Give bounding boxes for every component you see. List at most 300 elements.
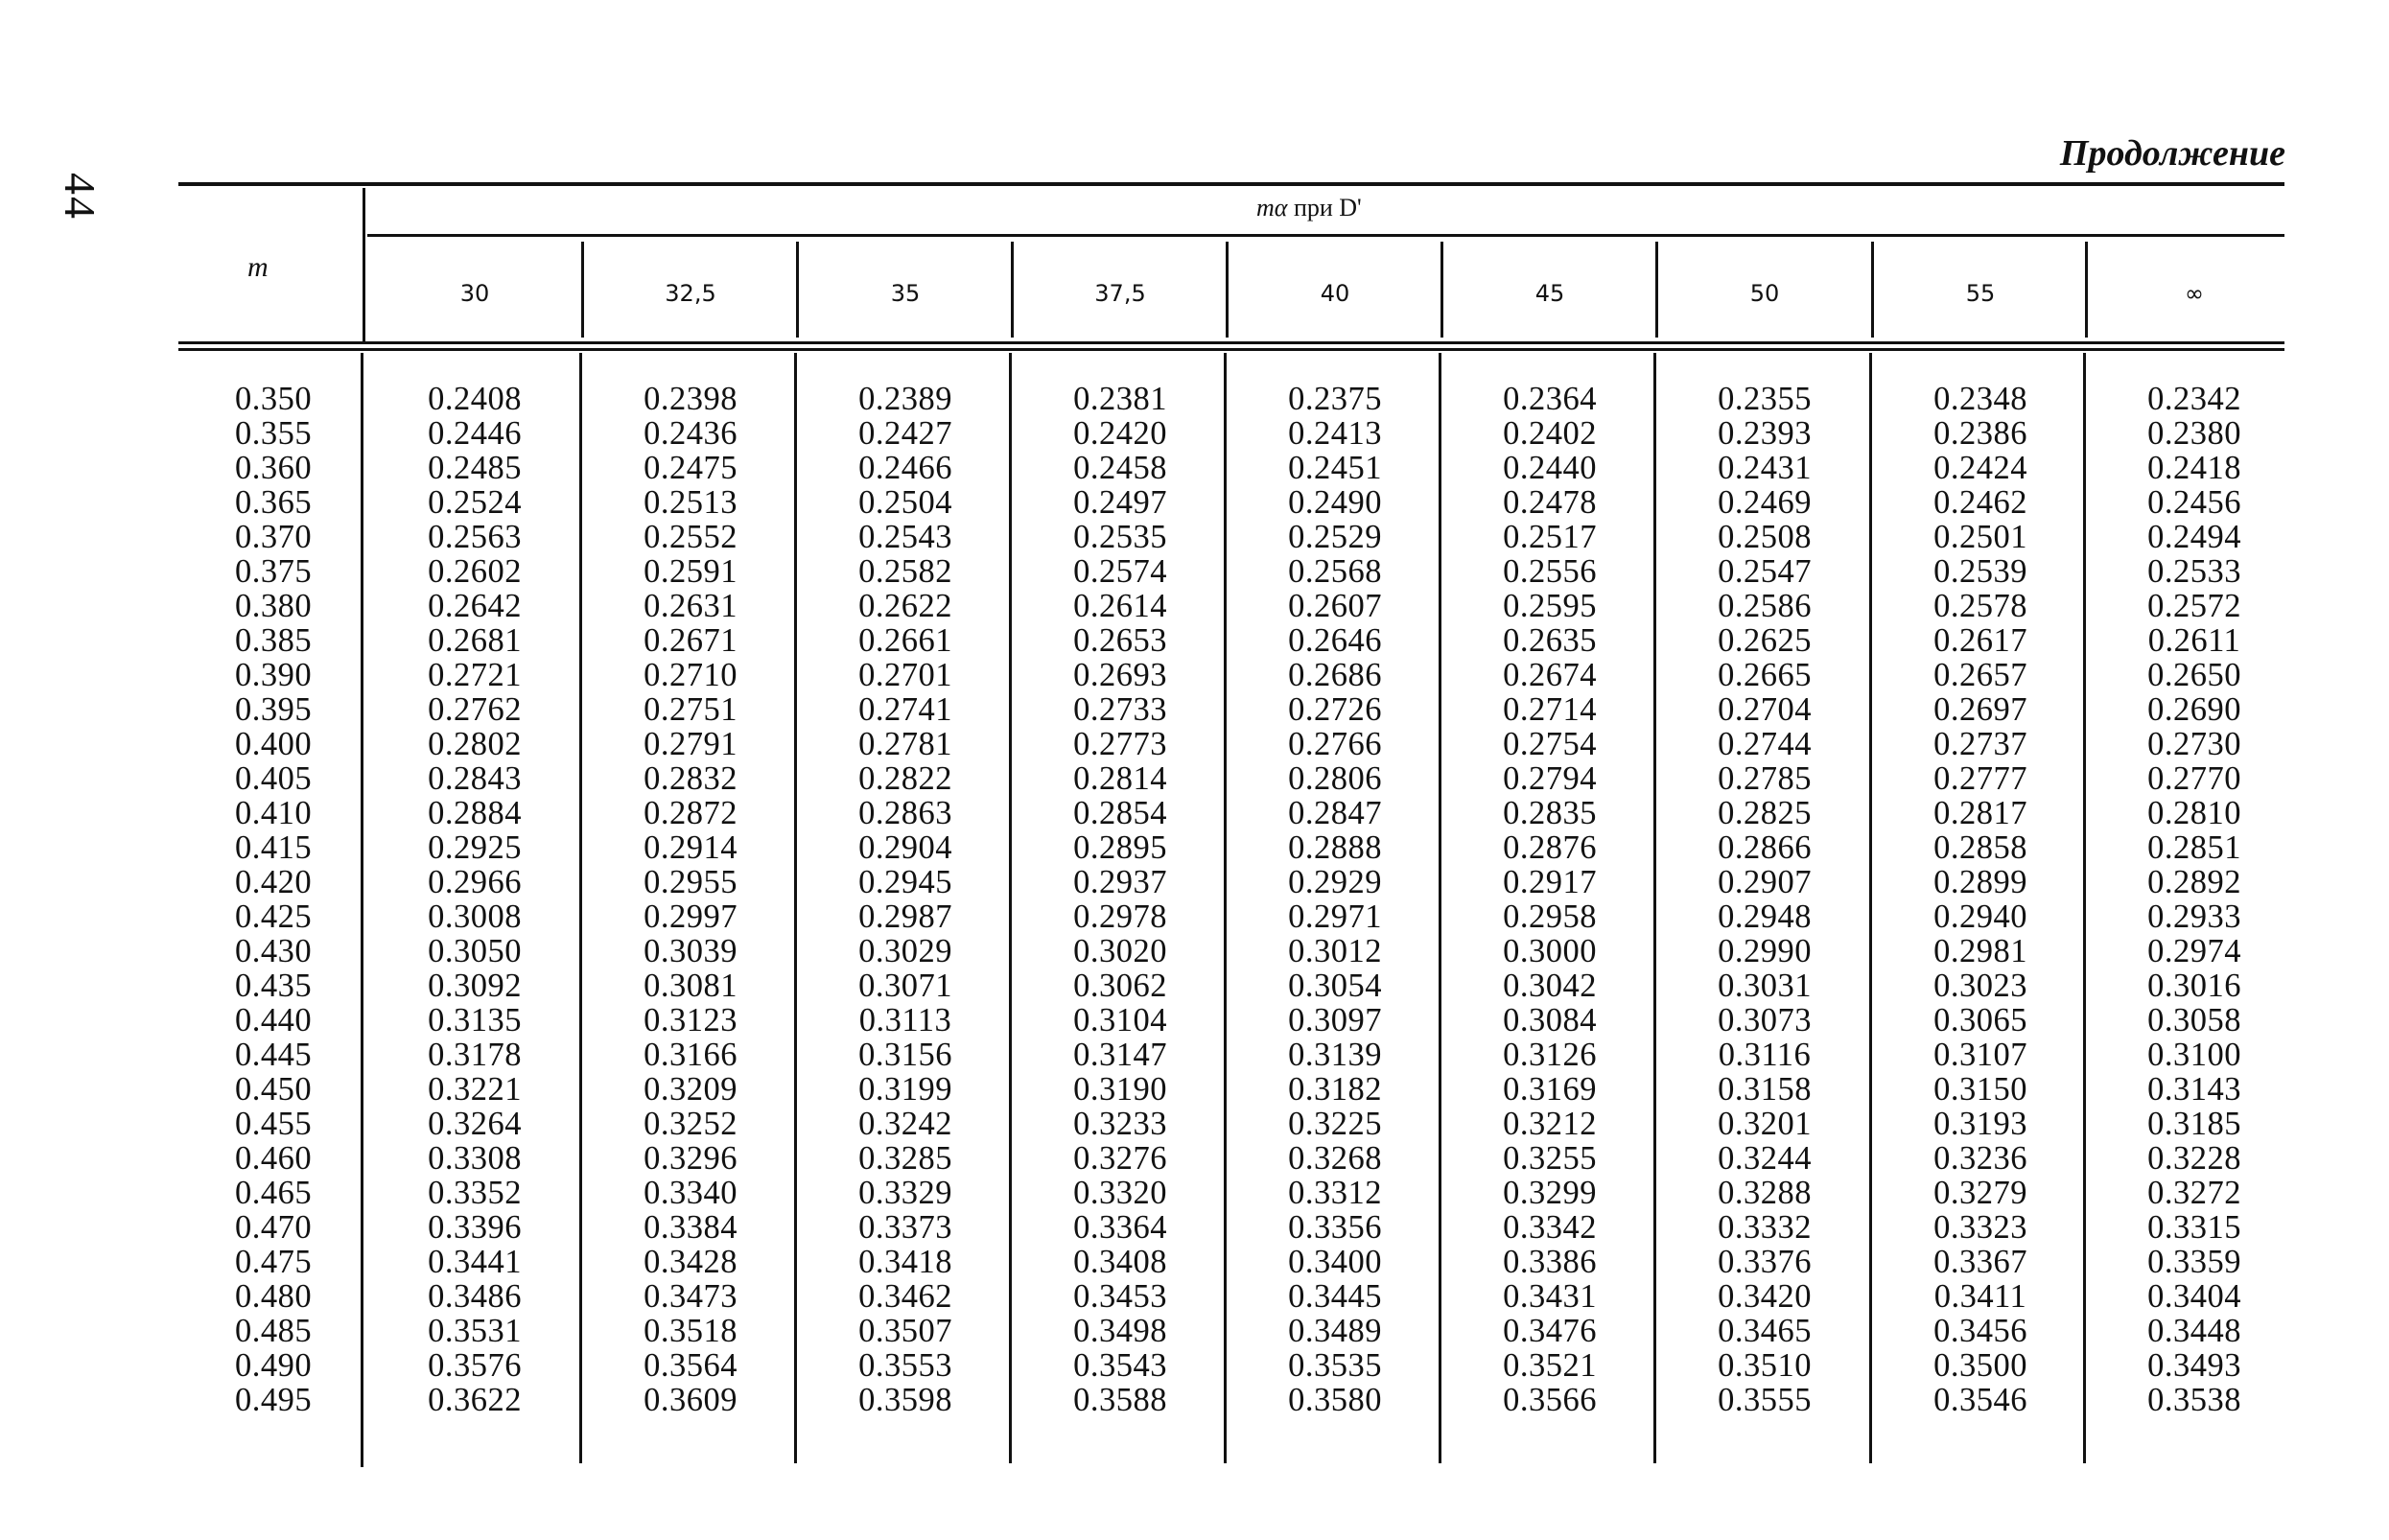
table-cell: 0.2791 <box>644 726 738 762</box>
table-cell: 0.2451 <box>1288 450 1382 486</box>
table-cell: 0.3476 <box>1503 1313 1597 1349</box>
table-cell: 0.3107 <box>1933 1037 2027 1073</box>
table-cell: 0.3456 <box>1933 1313 2027 1349</box>
table-cell: 0.3543 <box>1073 1347 1167 1384</box>
table-column <box>1657 382 1872 1417</box>
header-bottom-rule-2 <box>178 348 2284 351</box>
table-cell: 0.3507 <box>858 1313 952 1349</box>
table-cell: 0.2381 <box>1073 381 1167 417</box>
table-cell: 0.2539 <box>1933 553 2027 590</box>
table-cell: 0.3097 <box>1288 1002 1382 1038</box>
table-cell: 0.2393 <box>1718 415 1812 452</box>
table-cell: 0.2814 <box>1073 760 1167 797</box>
table-cell: 0.3332 <box>1718 1209 1812 1246</box>
table-cell: 0.2622 <box>858 588 952 624</box>
table-cell: 0.2701 <box>858 657 952 693</box>
table-cell: 0.2925 <box>428 829 522 866</box>
table-cell: 0.3396 <box>428 1209 522 1246</box>
table-cell: 0.3042 <box>1503 968 1597 1004</box>
table-cell: 0.2937 <box>1073 864 1167 900</box>
table-cell: 0.3092 <box>428 968 522 1004</box>
table-cell: 0.3225 <box>1288 1106 1382 1142</box>
table-cell: 0.2781 <box>858 726 952 762</box>
table-cell: 0.3156 <box>858 1037 952 1073</box>
table-cell: 0.3609 <box>644 1382 738 1418</box>
table-cell: 0.2671 <box>644 622 738 659</box>
table-cell: 0.2770 <box>2147 760 2241 797</box>
column-header: 55 <box>1965 280 1996 307</box>
table-cell-m: 0.390 <box>234 657 313 693</box>
table-cell-m: 0.360 <box>234 450 313 486</box>
table-cell: 0.3373 <box>858 1209 952 1246</box>
table-cell: 0.2822 <box>858 760 952 797</box>
table-cell: 0.3340 <box>644 1175 738 1211</box>
table-cell: 0.2431 <box>1718 450 1812 486</box>
table-cell: 0.3199 <box>858 1071 952 1108</box>
group-header-rule <box>367 234 2284 237</box>
table-cell: 0.3535 <box>1288 1347 1382 1384</box>
table-cell: 0.3190 <box>1073 1071 1167 1108</box>
table-cell: 0.3445 <box>1288 1278 1382 1315</box>
table-cell: 0.2693 <box>1073 657 1167 693</box>
table-cell: 0.3126 <box>1503 1037 1597 1073</box>
table-cell: 0.3489 <box>1288 1313 1382 1349</box>
table-cell: 0.3315 <box>2147 1209 2241 1246</box>
table-cell: 0.3169 <box>1503 1071 1597 1108</box>
table-cell: 0.2386 <box>1933 415 2027 452</box>
table-cell: 0.2858 <box>1933 829 2027 866</box>
table-cell: 0.3012 <box>1288 933 1382 969</box>
table-cell: 0.2714 <box>1503 691 1597 728</box>
table-cell: 0.2710 <box>644 657 738 693</box>
table-cell: 0.2876 <box>1503 829 1597 866</box>
table-cell: 0.2398 <box>644 381 738 417</box>
table-cell: 0.2617 <box>1933 622 2027 659</box>
table-cell: 0.3023 <box>1933 968 2027 1004</box>
table-cell: 0.2497 <box>1073 484 1167 521</box>
table-cell: 0.3288 <box>1718 1175 1812 1211</box>
table-column <box>1442 382 1657 1417</box>
table-cell: 0.2892 <box>2147 864 2241 900</box>
table-cell-m: 0.485 <box>234 1313 313 1349</box>
table-column <box>1873 382 2088 1417</box>
table-cell: 0.2591 <box>644 553 738 590</box>
table-cell: 0.2940 <box>1933 898 2027 935</box>
table-cell-m: 0.420 <box>234 864 313 900</box>
table-cell: 0.3299 <box>1503 1175 1597 1211</box>
table-cell-m: 0.470 <box>234 1209 313 1246</box>
column-header: 30 <box>459 280 490 307</box>
row-header-m: m <box>247 251 269 283</box>
table-cell: 0.3486 <box>428 1278 522 1315</box>
table-cell: 0.2635 <box>1503 622 1597 659</box>
table-cell: 0.3418 <box>858 1244 952 1280</box>
table-cell: 0.2978 <box>1073 898 1167 935</box>
table-cell: 0.3576 <box>428 1347 522 1384</box>
column-divider-m-body <box>361 353 363 1467</box>
table-cell: 0.3212 <box>1503 1106 1597 1142</box>
table-cell: 0.2572 <box>2147 588 2241 624</box>
table-cell: 0.3404 <box>2147 1278 2241 1315</box>
table-cell: 0.2466 <box>858 450 952 486</box>
table-cell: 0.3143 <box>2147 1071 2241 1108</box>
table-cell: 0.2987 <box>858 898 952 935</box>
table-cell-m: 0.480 <box>234 1278 313 1315</box>
column-header: 35 <box>890 280 921 307</box>
table-cell: 0.3566 <box>1503 1382 1597 1418</box>
table-cell: 0.2899 <box>1933 864 2027 900</box>
table-cell: 0.2552 <box>644 519 738 555</box>
table-cell: 0.3236 <box>1933 1140 2027 1177</box>
table-cell: 0.3518 <box>644 1313 738 1349</box>
table-cell: 0.2721 <box>428 657 522 693</box>
table-cell-m: 0.415 <box>234 829 313 866</box>
table-cell: 0.3193 <box>1933 1106 2027 1142</box>
table-cell: 0.3081 <box>644 968 738 1004</box>
table-cell: 0.3546 <box>1933 1382 2027 1418</box>
table-cell: 0.3296 <box>644 1140 738 1177</box>
table-cell: 0.2704 <box>1718 691 1812 728</box>
table-cell-m: 0.450 <box>234 1071 313 1108</box>
table-cell: 0.2751 <box>644 691 738 728</box>
table-cell: 0.3113 <box>858 1002 952 1038</box>
table-cell: 0.2806 <box>1288 760 1382 797</box>
table-cell: 0.2686 <box>1288 657 1382 693</box>
table-cell: 0.2342 <box>2147 381 2241 417</box>
table-cell: 0.2955 <box>644 864 738 900</box>
table-cell: 0.2614 <box>1073 588 1167 624</box>
table-cell: 0.3279 <box>1933 1175 2027 1211</box>
table-cell: 0.2777 <box>1933 760 2027 797</box>
table-column <box>798 382 1013 1417</box>
table-cell: 0.3420 <box>1718 1278 1812 1315</box>
table-cell: 0.3448 <box>2147 1313 2241 1349</box>
table-cell: 0.3441 <box>428 1244 522 1280</box>
table-cell: 0.3285 <box>858 1140 952 1177</box>
table-cell: 0.3555 <box>1718 1382 1812 1418</box>
table-cell: 0.2485 <box>428 450 522 486</box>
table-cell: 0.2933 <box>2147 898 2241 935</box>
table-cell: 0.2424 <box>1933 450 2027 486</box>
table-cell: 0.2389 <box>858 381 952 417</box>
column-header: 32,5 <box>665 280 716 307</box>
table-column <box>1228 382 1442 1417</box>
table-cell: 0.3408 <box>1073 1244 1167 1280</box>
table-cell: 0.2929 <box>1288 864 1382 900</box>
table-cell: 0.3453 <box>1073 1278 1167 1315</box>
table-cell-m: 0.440 <box>234 1002 313 1038</box>
table-cell-m: 0.395 <box>234 691 313 728</box>
table-cell: 0.2413 <box>1288 415 1382 452</box>
table-cell: 0.2440 <box>1503 450 1597 486</box>
table-cell: 0.2543 <box>858 519 952 555</box>
table-cell: 0.3264 <box>428 1106 522 1142</box>
table-cell-m: 0.410 <box>234 795 313 831</box>
table-cell: 0.2945 <box>858 864 952 900</box>
table-cell: 0.3016 <box>2147 968 2241 1004</box>
group-header-text: при D' <box>1293 194 1362 222</box>
table-cell: 0.2611 <box>2147 622 2241 659</box>
table-cell: 0.2832 <box>644 760 738 797</box>
table-cell-m: 0.495 <box>234 1382 313 1418</box>
table-cell: 0.2408 <box>428 381 522 417</box>
table-cell: 0.2402 <box>1503 415 1597 452</box>
table-cell: 0.3400 <box>1288 1244 1382 1280</box>
table-cell: 0.3272 <box>2147 1175 2241 1211</box>
table-cell: 0.2665 <box>1718 657 1812 693</box>
table-cell: 0.2380 <box>2147 415 2241 452</box>
table-cell: 0.2458 <box>1073 450 1167 486</box>
table-cell: 0.2866 <box>1718 829 1812 866</box>
table-cell: 0.3538 <box>2147 1382 2241 1418</box>
table-cell: 0.3598 <box>858 1382 952 1418</box>
table-cell: 0.3062 <box>1073 968 1167 1004</box>
table-cell: 0.2508 <box>1718 519 1812 555</box>
table-cell: 0.2863 <box>858 795 952 831</box>
table-cell: 0.3553 <box>858 1347 952 1384</box>
table-cell: 0.2966 <box>428 864 522 900</box>
table-cell: 0.3084 <box>1503 1002 1597 1038</box>
table-cell: 0.2547 <box>1718 553 1812 590</box>
table-cell: 0.3276 <box>1073 1140 1167 1177</box>
page-number: 44 <box>56 173 105 221</box>
table-cell-m: 0.375 <box>234 553 313 590</box>
table-cell: 0.3147 <box>1073 1037 1167 1073</box>
table-cell: 0.2766 <box>1288 726 1382 762</box>
table-cell: 0.2586 <box>1718 588 1812 624</box>
table-cell: 0.2971 <box>1288 898 1382 935</box>
table-cell: 0.2504 <box>858 484 952 521</box>
table-cell: 0.3411 <box>1933 1278 2027 1315</box>
table-cell: 0.2574 <box>1073 553 1167 590</box>
table-cell: 0.3058 <box>2147 1002 2241 1038</box>
table-cell: 0.2914 <box>644 829 738 866</box>
table-cell: 0.3376 <box>1718 1244 1812 1280</box>
table-cell: 0.3531 <box>428 1313 522 1349</box>
table-cell: 0.3356 <box>1288 1209 1382 1246</box>
table-cell: 0.2847 <box>1288 795 1382 831</box>
table-cell-m: 0.355 <box>234 415 313 452</box>
table-cell: 0.2917 <box>1503 864 1597 900</box>
table-cell: 0.2529 <box>1288 519 1382 555</box>
table-cell: 0.2730 <box>2147 726 2241 762</box>
header-bottom-rule-1 <box>178 341 2284 344</box>
table-cell: 0.2657 <box>1933 657 2027 693</box>
table-cell: 0.2646 <box>1288 622 1382 659</box>
table-cell: 0.3521 <box>1503 1347 1597 1384</box>
table-cell: 0.3329 <box>858 1175 952 1211</box>
table-cell: 0.3580 <box>1288 1382 1382 1418</box>
table-cell: 0.2825 <box>1718 795 1812 831</box>
table-cell: 0.2726 <box>1288 691 1382 728</box>
table-cell: 0.2681 <box>428 622 522 659</box>
table-cell: 0.2595 <box>1503 588 1597 624</box>
table-cell: 0.2375 <box>1288 381 1382 417</box>
table-cell: 0.2436 <box>644 415 738 452</box>
table-column <box>583 382 798 1417</box>
table-cell: 0.3320 <box>1073 1175 1167 1211</box>
table-cell: 0.2653 <box>1073 622 1167 659</box>
table-cell: 0.2754 <box>1503 726 1597 762</box>
table-cell-m: 0.490 <box>234 1347 313 1384</box>
table-cell: 0.2990 <box>1718 933 1812 969</box>
table-cell: 0.2854 <box>1073 795 1167 831</box>
table-cell-m: 0.400 <box>234 726 313 762</box>
table-cell: 0.2697 <box>1933 691 2027 728</box>
table-cell-m: 0.445 <box>234 1037 313 1073</box>
table-cell-m: 0.460 <box>234 1140 313 1177</box>
table-cell: 0.2733 <box>1073 691 1167 728</box>
table-cell: 0.3123 <box>644 1002 738 1038</box>
table-cell: 0.3431 <box>1503 1278 1597 1315</box>
table-cell: 0.3000 <box>1503 933 1597 969</box>
table-cell: 0.2817 <box>1933 795 2027 831</box>
table-cell: 0.3065 <box>1933 1002 2027 1038</box>
table-cell: 0.2762 <box>428 691 522 728</box>
table-cell: 0.2650 <box>2147 657 2241 693</box>
table-cell: 0.2642 <box>428 588 522 624</box>
table-cell-m: 0.435 <box>234 968 313 1004</box>
table-cell: 0.3150 <box>1933 1071 2027 1108</box>
table-cell: 0.3054 <box>1288 968 1382 1004</box>
table-cell: 0.3564 <box>644 1347 738 1384</box>
table-cell: 0.3268 <box>1288 1140 1382 1177</box>
table-cell: 0.2661 <box>858 622 952 659</box>
table-cell: 0.3100 <box>2147 1037 2241 1073</box>
table-cell-m: 0.350 <box>234 381 313 417</box>
table-cell: 0.2631 <box>644 588 738 624</box>
table-cell: 0.2741 <box>858 691 952 728</box>
table-column <box>367 382 582 1417</box>
table-cell-m: 0.385 <box>234 622 313 659</box>
table-cell: 0.3462 <box>858 1278 952 1315</box>
column-header: ∞ <box>2185 280 2204 307</box>
table-cell: 0.2794 <box>1503 760 1597 797</box>
table-cell: 0.2501 <box>1933 519 2027 555</box>
table-cell: 0.3465 <box>1718 1313 1812 1349</box>
table-cell: 0.2884 <box>428 795 522 831</box>
table-cell: 0.2535 <box>1073 519 1167 555</box>
table-cell: 0.2835 <box>1503 795 1597 831</box>
group-header <box>1256 194 1362 222</box>
table-cell: 0.2469 <box>1718 484 1812 521</box>
table-cell: 0.3201 <box>1718 1106 1812 1142</box>
table-cell: 0.2785 <box>1718 760 1812 797</box>
table-cell: 0.3588 <box>1073 1382 1167 1418</box>
table-cell: 0.3031 <box>1718 968 1812 1004</box>
table-cell: 0.3493 <box>2147 1347 2241 1384</box>
table-cell: 0.3359 <box>2147 1244 2241 1280</box>
table-cell: 0.3352 <box>428 1175 522 1211</box>
column-m-values <box>192 382 355 1417</box>
table-cell: 0.2490 <box>1288 484 1382 521</box>
table-cell: 0.3050 <box>428 933 522 969</box>
table-cell: 0.3039 <box>644 933 738 969</box>
table-cell: 0.3323 <box>1933 1209 2027 1246</box>
table-column <box>2087 382 2302 1417</box>
table-cell: 0.3386 <box>1503 1244 1597 1280</box>
table-cell: 0.2563 <box>428 519 522 555</box>
table-cell-m: 0.405 <box>234 760 313 797</box>
column-divider-m <box>363 188 365 341</box>
table-cell: 0.3135 <box>428 1002 522 1038</box>
table-cell-m: 0.455 <box>234 1106 313 1142</box>
table-cell-m: 0.380 <box>234 588 313 624</box>
table-cell: 0.2607 <box>1288 588 1382 624</box>
table-cell: 0.2348 <box>1933 381 2027 417</box>
table-cell: 0.3233 <box>1073 1106 1167 1142</box>
table-cell: 0.2895 <box>1073 829 1167 866</box>
table-cell: 0.2355 <box>1718 381 1812 417</box>
table-cell: 0.2888 <box>1288 829 1382 866</box>
table-cell-m: 0.365 <box>234 484 313 521</box>
table-cell: 0.3367 <box>1933 1244 2027 1280</box>
table-cell: 0.3498 <box>1073 1313 1167 1349</box>
table-cell: 0.3622 <box>428 1382 522 1418</box>
column-header: 40 <box>1320 280 1350 307</box>
table-cell: 0.3178 <box>428 1037 522 1073</box>
table-cell: 0.3185 <box>2147 1106 2241 1142</box>
table-cell: 0.3252 <box>644 1106 738 1142</box>
table-cell: 0.3071 <box>858 968 952 1004</box>
table-cell: 0.2582 <box>858 553 952 590</box>
table-cell: 0.2802 <box>428 726 522 762</box>
table-cell: 0.3473 <box>644 1278 738 1315</box>
table-cell: 0.3008 <box>428 898 522 935</box>
table-cell: 0.2556 <box>1503 553 1597 590</box>
table-cell: 0.3221 <box>428 1071 522 1108</box>
table-cell: 0.3073 <box>1718 1002 1812 1038</box>
table-cell: 0.2475 <box>644 450 738 486</box>
table-cell: 0.2364 <box>1503 381 1597 417</box>
table-cell: 0.3228 <box>2147 1140 2241 1177</box>
table-cell: 0.2997 <box>644 898 738 935</box>
table-cell: 0.2974 <box>2147 933 2241 969</box>
table-cell: 0.2533 <box>2147 553 2241 590</box>
table-cell: 0.2690 <box>2147 691 2241 728</box>
table-cell-m: 0.370 <box>234 519 313 555</box>
table-cell: 0.2578 <box>1933 588 2027 624</box>
table-cell: 0.3139 <box>1288 1037 1382 1073</box>
table-cell: 0.2773 <box>1073 726 1167 762</box>
table-cell: 0.3244 <box>1718 1140 1812 1177</box>
table-cell: 0.3166 <box>644 1037 738 1073</box>
table-cell-m: 0.425 <box>234 898 313 935</box>
table-cell: 0.3312 <box>1288 1175 1382 1211</box>
table-cell: 0.2625 <box>1718 622 1812 659</box>
table-cell-m: 0.475 <box>234 1244 313 1280</box>
column-header: 45 <box>1534 280 1565 307</box>
table-cell: 0.2674 <box>1503 657 1597 693</box>
table-cell: 0.3255 <box>1503 1140 1597 1177</box>
table-cell: 0.3364 <box>1073 1209 1167 1246</box>
table-cell: 0.2427 <box>858 415 952 452</box>
table-cell: 0.3104 <box>1073 1002 1167 1038</box>
table-cell: 0.2446 <box>428 415 522 452</box>
table-cell: 0.3428 <box>644 1244 738 1280</box>
table-cell: 0.3116 <box>1718 1037 1812 1073</box>
table-cell: 0.2494 <box>2147 519 2241 555</box>
table-cell: 0.3342 <box>1503 1209 1597 1246</box>
table-cell: 0.2948 <box>1718 898 1812 935</box>
table-cell: 0.2843 <box>428 760 522 797</box>
table-cell: 0.2462 <box>1933 484 2027 521</box>
table-cell: 0.2418 <box>2147 450 2241 486</box>
table-cell: 0.3182 <box>1288 1071 1382 1108</box>
table-cell: 0.2420 <box>1073 415 1167 452</box>
table-cell: 0.3209 <box>644 1071 738 1108</box>
table-cell-m: 0.465 <box>234 1175 313 1211</box>
